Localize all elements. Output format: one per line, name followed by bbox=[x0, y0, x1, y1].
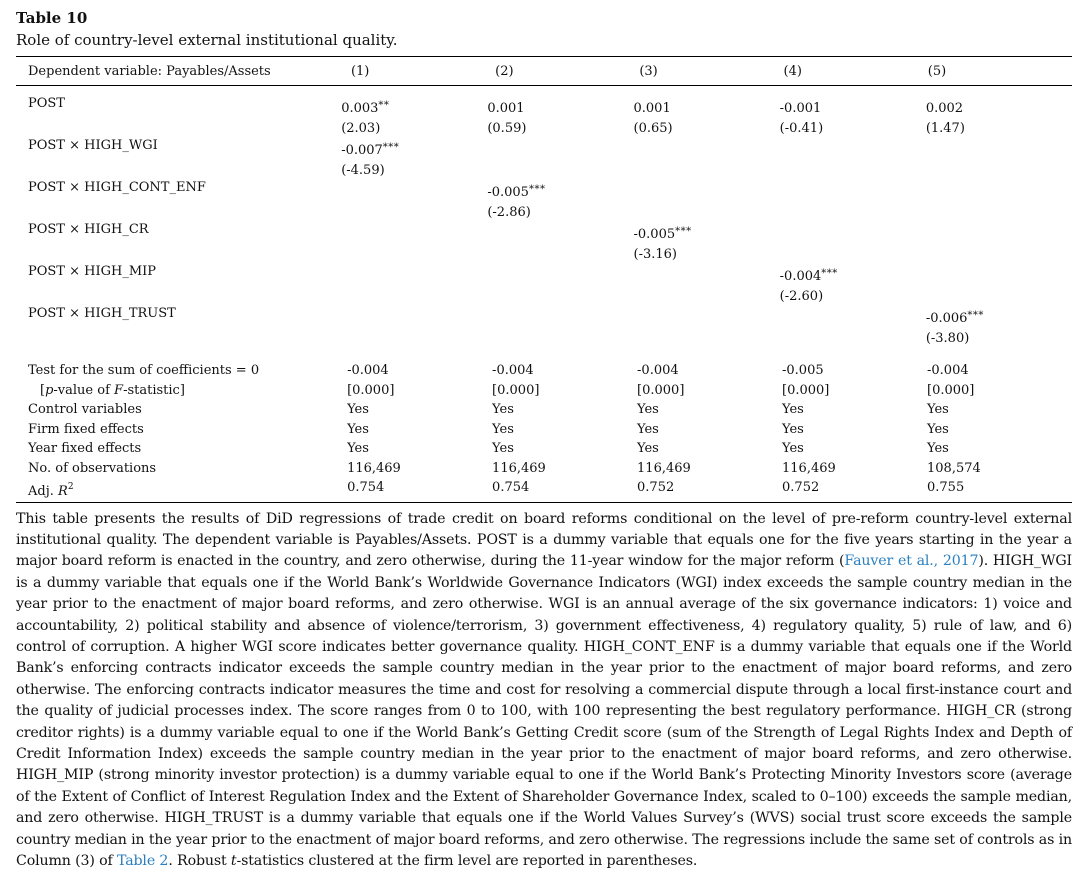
table-cell bbox=[634, 264, 780, 306]
results-table bbox=[16, 57, 1072, 85]
table-cell: 0.755 bbox=[927, 480, 965, 495]
table-cell: Yes bbox=[492, 421, 514, 437]
table-cell: [0.000] bbox=[492, 382, 540, 398]
table-cell bbox=[926, 138, 1072, 180]
reference-link-fauver[interactable]: Fauver et al., 2017 bbox=[844, 553, 979, 570]
table-row bbox=[16, 306, 1072, 348]
table-cell bbox=[634, 306, 780, 348]
coefficients-table bbox=[16, 86, 1072, 348]
table-cell bbox=[487, 96, 633, 138]
table-cell bbox=[780, 306, 926, 348]
table-cell: Yes bbox=[782, 441, 804, 456]
table-cell: 116,469 bbox=[347, 460, 401, 476]
table-cell bbox=[341, 264, 487, 306]
table-cell: -0.004 bbox=[347, 363, 389, 378]
table-container bbox=[16, 8, 1072, 887]
coefficient-value: 0.003 bbox=[341, 101, 379, 116]
note-italic: t bbox=[230, 853, 237, 869]
table-cell: -0.004 bbox=[492, 363, 534, 378]
column-header: (2) bbox=[495, 64, 514, 79]
coefficient-value: -0.001 bbox=[779, 101, 822, 116]
table-cell: [0.000] bbox=[927, 382, 975, 398]
column-header: (5) bbox=[927, 64, 947, 79]
table-cell: -0.004 bbox=[637, 363, 679, 378]
table-cell: 0.754 bbox=[347, 480, 385, 495]
table-cell bbox=[926, 264, 1072, 306]
row-label: Firm fixed effects bbox=[28, 421, 144, 437]
row-label: Year fixed effects bbox=[28, 441, 142, 456]
table-cell bbox=[487, 180, 633, 222]
significance-stars: ** bbox=[378, 100, 390, 111]
table-cell: Yes bbox=[347, 421, 369, 437]
table-row bbox=[16, 381, 1072, 401]
row-label: POST × HIGH_CONT_ENF bbox=[28, 180, 206, 195]
header-label: Dependent variable: Payables/Assets bbox=[28, 64, 271, 79]
row-label: POST × HIGH_TRUST bbox=[28, 306, 176, 321]
table-cell: [0.000] bbox=[637, 382, 685, 398]
table-cell: 108,574 bbox=[927, 460, 981, 476]
table-cell bbox=[780, 264, 926, 306]
t-statistic: (2.03) bbox=[341, 120, 381, 136]
significance-stars: *** bbox=[528, 184, 546, 195]
table-cell bbox=[487, 306, 633, 348]
table-row bbox=[16, 180, 1072, 222]
table-title: Table 10 bbox=[16, 9, 88, 27]
superscript: 2 bbox=[67, 482, 74, 492]
table-cell bbox=[341, 306, 487, 348]
row-label-part: -statistic] bbox=[123, 382, 185, 398]
significance-stars: *** bbox=[675, 226, 692, 237]
table-cell: 116,469 bbox=[492, 460, 546, 476]
table-cell: Yes bbox=[347, 441, 369, 456]
note-text: ). HIGH_WGI is a dummy variable that equals one if the World Bank’s Worldwide Governance Indicators (WGI) index exceeds the sample country median in the year prior to the enactment of major board reforms, and zero otherwise. WGI is an annual average of the six governance indicators: 1) voice and accountability, 2) political stability and absence of violence/terrorism, 3) government effectiveness, 4) regulatory quality, 5) rule of law, and 6) control of corruption. A higher WGI score indicates better governance quality. HIGH_CONT_ENF is a dummy variable that equals one if the World Bank’s enforcing contracts indicator exceeds the sample country median in the year prior to the enactment of major board reforms, and zero otherwise. The enforcing contracts indicator measures the time and cost for resolving a commercial dispute through a local first-instance court and the quality of judicial processes index. The score ranges from 0 to 100, with 100 representing the best regulatory performance. HIGH_CR (strong creditor rights) is a dummy variable equal to one if the World Bank’s Getting Credit score (sum of the Strength of Legal Rights Index and Depth of Credit Information Index) exceeds the sample country median in the year prior to the enactment of major board reforms, and zero otherwise. HIGH_MIP (strong minority investor protection) is a dummy variable equal to one if the World Bank’s Protecting Minority Investors score (average of the Extent of Conflict of Interest Regulation Index and the Extent of Shareholder Governance Index, scaled to 0–100) exceeds the sample median, and zero otherwise. HIGH_TRUST is a dummy variable that equals one if the World Values Survey’s (WVS) social trust score exceeds the sample country median in the year prior to the enactment of major board reforms, and zero otherwise. The regressions include the same set of controls as in Column (3) of bbox=[16, 553, 1073, 869]
table-cell bbox=[926, 180, 1072, 222]
column-header: (3) bbox=[639, 64, 658, 79]
row-label-part: p bbox=[45, 382, 54, 398]
table-cell bbox=[780, 138, 926, 180]
header-row bbox=[16, 57, 1072, 85]
coefficient-value: -0.005 bbox=[487, 185, 529, 200]
coefficient-value: -0.005 bbox=[633, 227, 676, 242]
table-cell: -0.004 bbox=[927, 363, 969, 378]
t-statistic: (-0.41) bbox=[779, 120, 824, 136]
table-cell bbox=[780, 180, 926, 222]
note-text: This table presents the results of DiD regressions of trade credit on board reforms conditional on the level of pre-reform country-level external institutional quality. The dependent variable is Payables/Assets. POST is a dummy variable that equals one for the five years starting in the year a major board reform is enacted in the country, and zero otherwise, during the 11-year window for the major reform ( bbox=[16, 510, 1072, 570]
table-cell bbox=[487, 138, 633, 180]
table-cell: Yes bbox=[927, 441, 949, 456]
row-label bbox=[16, 381, 347, 401]
table-subtitle: Role of country-level external institutional quality. bbox=[16, 31, 398, 49]
table-cell bbox=[634, 96, 780, 138]
t-statistic: (-3.80) bbox=[925, 330, 970, 346]
coefficient-value: 0.001 bbox=[633, 101, 671, 116]
table-cell bbox=[487, 264, 633, 306]
table-cell bbox=[341, 222, 487, 264]
table-cell bbox=[634, 138, 780, 180]
t-statistic: (-3.16) bbox=[633, 246, 677, 262]
row-label: No. of observations bbox=[28, 460, 157, 476]
t-statistic: (0.65) bbox=[633, 120, 673, 136]
table-cell: 116,469 bbox=[637, 460, 691, 476]
table-cell: -0.005 bbox=[782, 363, 824, 378]
note-text: . Robust bbox=[168, 853, 231, 869]
table-cell bbox=[780, 96, 926, 138]
table-cell: Yes bbox=[637, 441, 659, 456]
coefficient-value: -0.006 bbox=[925, 311, 968, 326]
row-label: Test for the sum of coefficients = 0 bbox=[28, 363, 260, 378]
table-cell bbox=[926, 96, 1072, 138]
statistics-table bbox=[16, 361, 1072, 502]
table-cell: Yes bbox=[927, 421, 949, 437]
coefficient-value: -0.007 bbox=[341, 143, 383, 158]
table-cell bbox=[487, 222, 633, 264]
row-label-part: R bbox=[58, 484, 68, 499]
coefficient-value: 0.001 bbox=[487, 101, 525, 116]
significance-stars: *** bbox=[821, 268, 838, 279]
t-statistic: (1.47) bbox=[925, 120, 965, 136]
row-label-part: [ bbox=[40, 382, 46, 398]
table-cell: Yes bbox=[492, 441, 514, 456]
table-cell bbox=[341, 96, 487, 138]
table-cell: 0.754 bbox=[492, 480, 530, 495]
t-statistic: (0.59) bbox=[487, 120, 527, 136]
table-cell: 116,469 bbox=[782, 460, 836, 476]
significance-stars: *** bbox=[382, 142, 400, 153]
table-row bbox=[16, 459, 1072, 479]
row-label: POST × HIGH_CR bbox=[28, 222, 149, 237]
row-label: POST bbox=[28, 96, 65, 111]
row-label-part: Adj. bbox=[28, 484, 59, 499]
row-label: Control variables bbox=[28, 402, 142, 417]
row-label bbox=[16, 478, 347, 502]
table-cell: Yes bbox=[782, 421, 804, 437]
table-cell: 0.752 bbox=[637, 480, 675, 495]
table-note bbox=[16, 509, 1072, 873]
table-cell bbox=[634, 180, 780, 222]
table-row bbox=[16, 96, 1072, 138]
coefficient-value: -0.004 bbox=[779, 269, 822, 284]
bottom-rule bbox=[16, 502, 1072, 503]
t-statistic: (-4.59) bbox=[341, 162, 385, 178]
table-cell bbox=[780, 222, 926, 264]
table-cell: [0.000] bbox=[782, 382, 830, 398]
coefficient-value: 0.002 bbox=[925, 101, 964, 116]
table-cell: Yes bbox=[347, 402, 369, 417]
table-cell bbox=[926, 222, 1072, 264]
significance-stars: *** bbox=[967, 310, 984, 321]
row-label-part: -value of bbox=[53, 382, 115, 398]
row-label: POST × HIGH_MIP bbox=[28, 264, 157, 279]
table-cell bbox=[634, 222, 780, 264]
table-row bbox=[16, 138, 1072, 180]
column-header: (1) bbox=[350, 64, 370, 79]
table-row bbox=[16, 361, 1072, 381]
table-cell: Yes bbox=[927, 402, 949, 417]
table-cell: Yes bbox=[492, 402, 514, 417]
table-cell: [0.000] bbox=[347, 382, 395, 398]
note-text: -statistics clustered at the firm level are reported in parentheses. bbox=[236, 853, 698, 869]
table-row bbox=[16, 420, 1072, 440]
table-cell: 0.752 bbox=[782, 480, 820, 495]
table-cell: Yes bbox=[637, 421, 659, 437]
table-cell bbox=[926, 306, 1072, 348]
reference-link-table-2[interactable]: Table 2 bbox=[116, 853, 169, 869]
table-cell bbox=[341, 180, 487, 222]
row-label-part: F bbox=[114, 382, 124, 398]
table-cell: Yes bbox=[782, 402, 804, 417]
table-cell bbox=[341, 138, 487, 180]
row-label: POST × HIGH_WGI bbox=[28, 138, 158, 153]
table-row bbox=[16, 439, 1072, 459]
table-cell: Yes bbox=[637, 402, 659, 417]
t-statistic: (-2.60) bbox=[779, 288, 824, 304]
table-row bbox=[16, 478, 1072, 502]
column-header: (4) bbox=[783, 64, 802, 79]
table-row bbox=[16, 222, 1072, 264]
table-row bbox=[16, 264, 1072, 306]
t-statistic: (-2.86) bbox=[487, 204, 531, 220]
table-row bbox=[16, 400, 1072, 420]
